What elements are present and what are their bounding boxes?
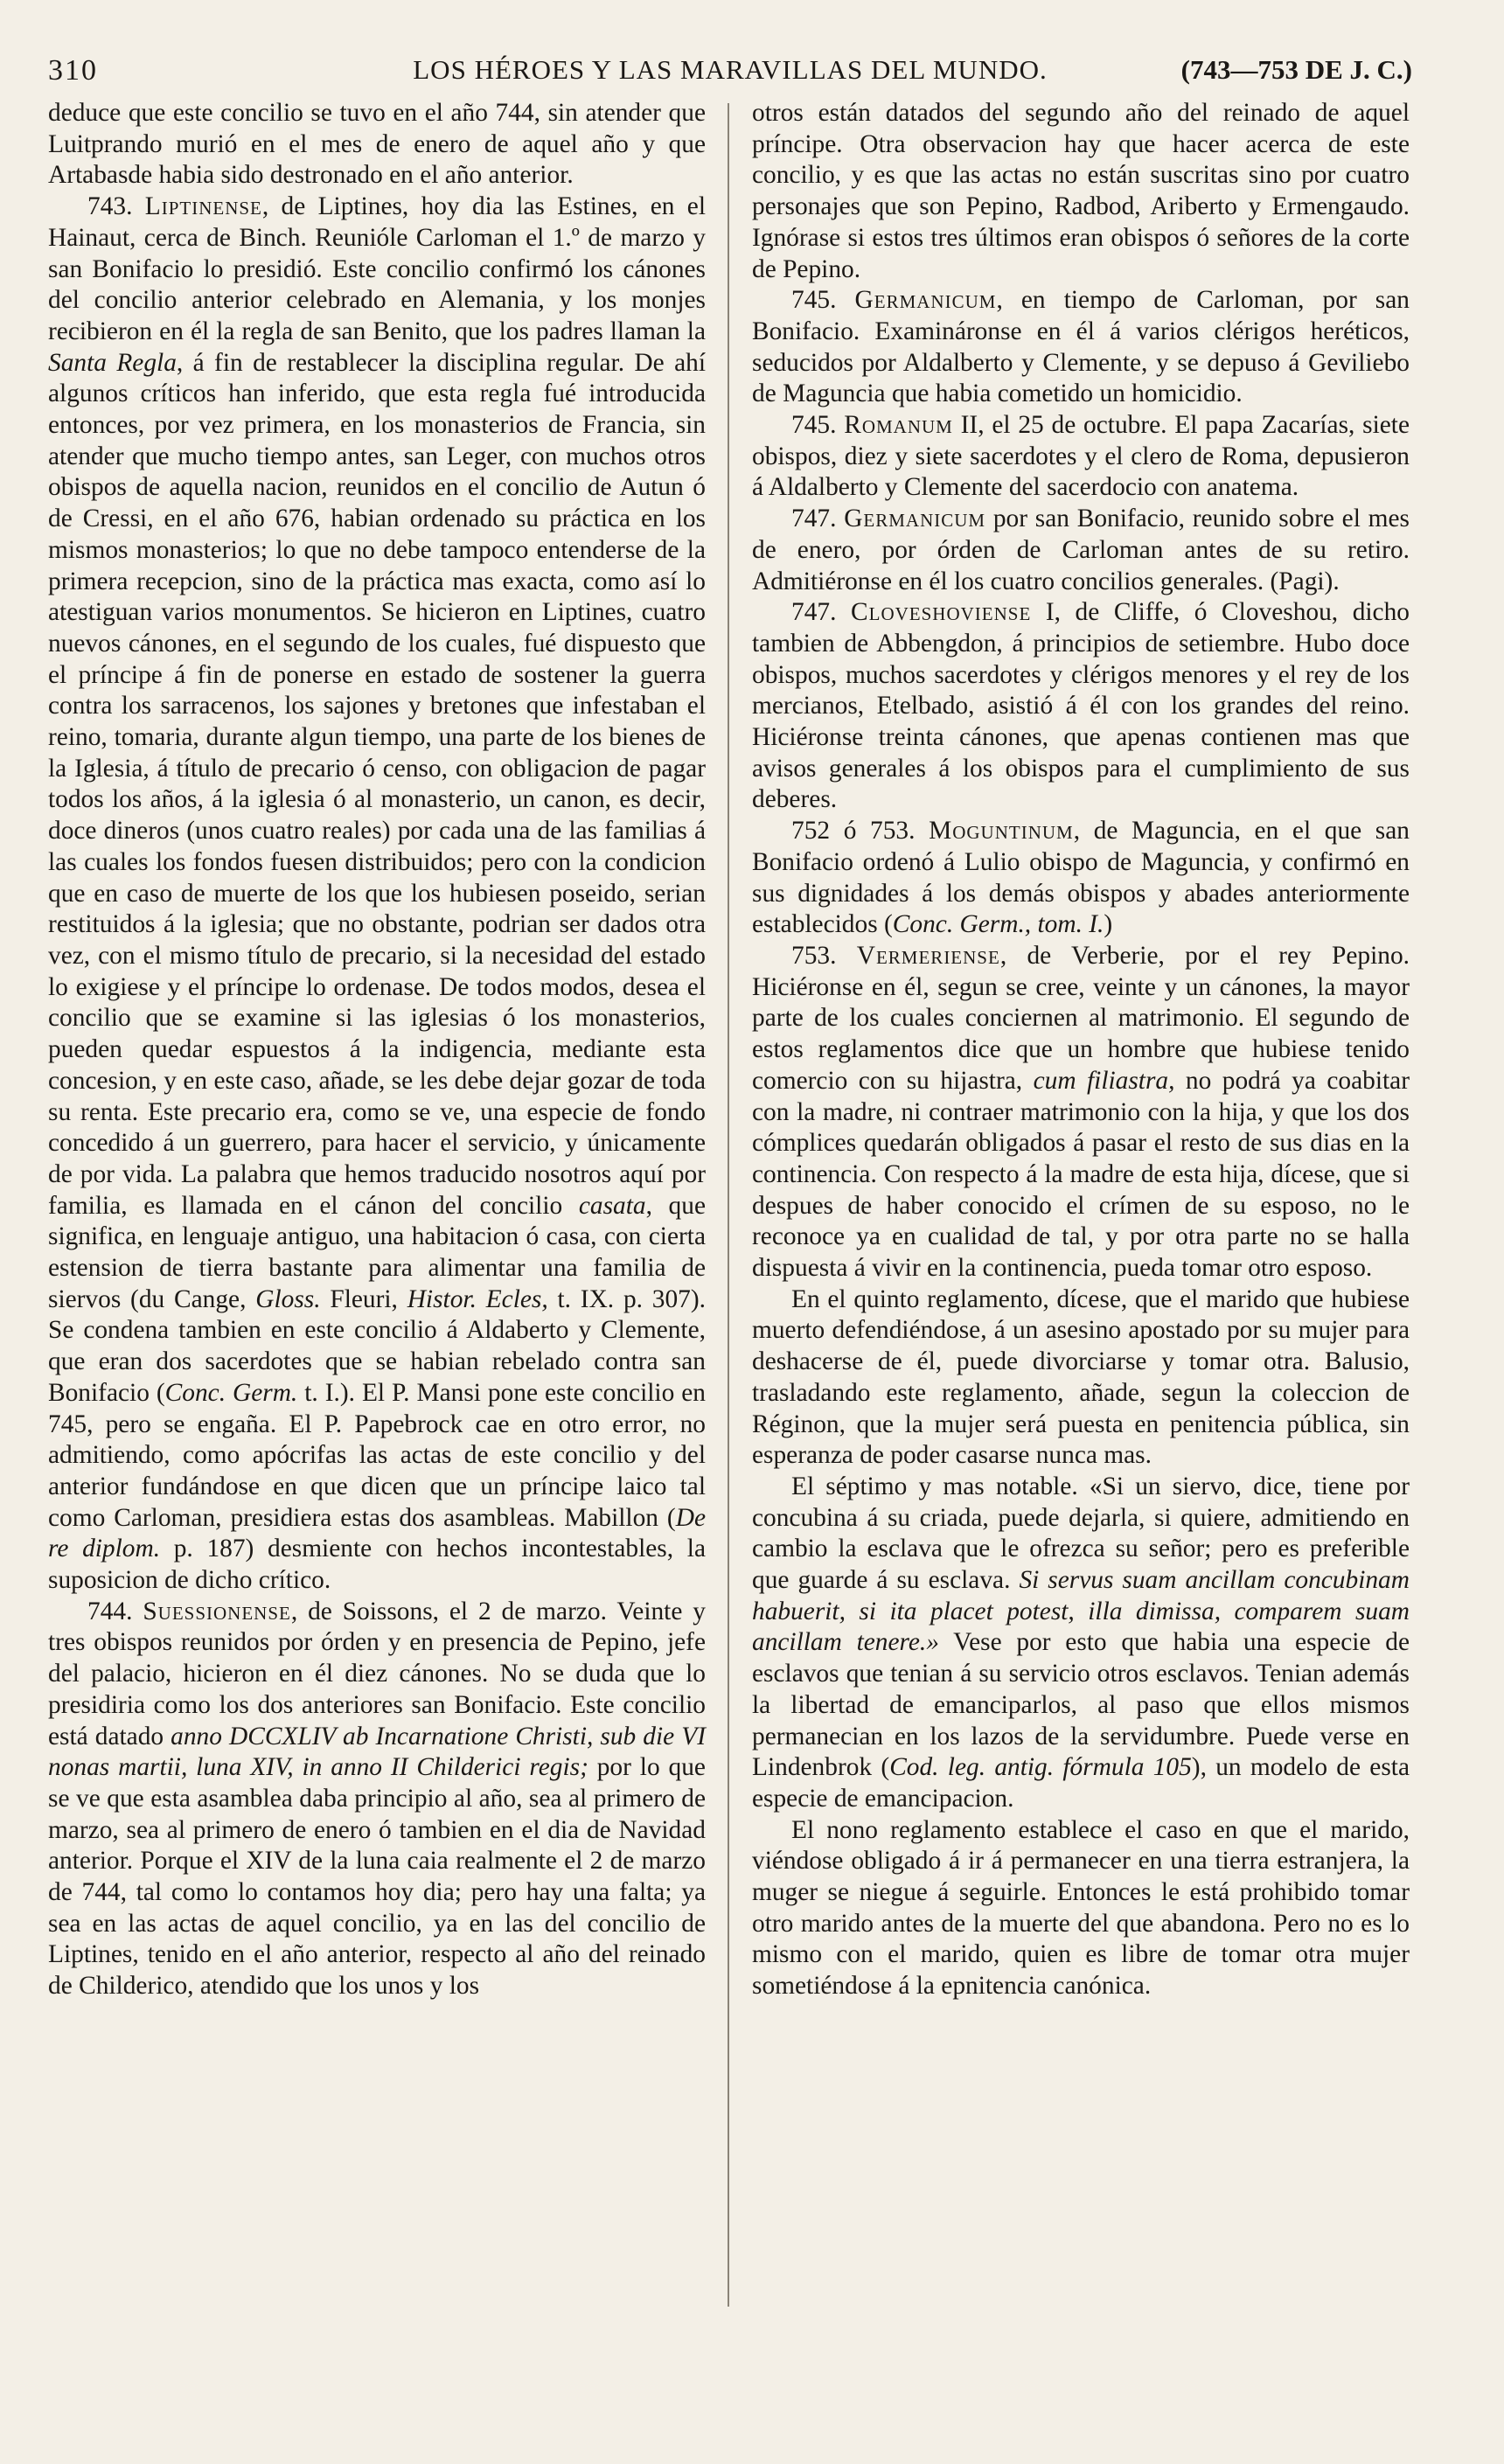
paragraph-745-germanicum: 745. Germanicum, en tiempo de Carloman, por san Bonifacio. Examináronse en él á varios clérigos heréticos, seducidos por Aldalberto y Clemente, y se depuso á Geviliebo de Maguncia que habia cometido un homicidio. — [752, 286, 1410, 408]
entry-number: 747. — [791, 505, 837, 533]
entry-number: 744. — [87, 1597, 133, 1625]
paragraph-septimo-reglamento: El séptimo y mas notable. «Si un siervo, dice, tiene por concubina á su criada, puede dejarla, si quiere, admitiendo en cambio la esclava que le ofrezca su señor; pero es preferible que guarde á su esclava. Si servus suam ancillam concubinam habuerit, si ita placet potest, illa dimissa, comparem suam ancillam tenere.» Vese por esto que habia una especie de esclavos que tenian á su servicio otros esclavos. Tenian además la libertad de emanciparlos, al paso que ellos mismos permanecian en los lazos de la servidumbre. Puede verse en Lindenbrok (Cod. leg. antig. fórmula 105), un modelo de esta especie de emancipacion. — [752, 1472, 1410, 1813]
paragraph-nono-reglamento: El nono reglamento establece el caso en que el marido, viéndose obligado á ir á permanecer en una tierra estranjera, la muger se niegue á seguirle. Entonces le está prohibido tomar otro marido antes de la muerte del que abandona. Pero no es lo mismo con el marido, quien es libre de tomar otra mujer sometiéndose á la epnitencia canónica. — [752, 1815, 1410, 2001]
paragraph-747-germanicum: 747. Germanicum por san Bonifacio, reunido sobre el mes de enero, por órden de Carloman antes de su retiro. Admitiéronse en él los cuatro concilios generales. (Pagi). — [752, 505, 1410, 595]
paragraph-743: 743. Liptinense, de Liptines, hoy dia las Estines, en el Hainaut, cerca de Binch. Reunióle Carloman el 1.º de marzo y san Bonifacio lo presidió. Este concilio confirmó los cánones del concilio anterior celebrado en Alemania, y los monjes recibieron en él la regla de san Benito, que los padres llaman la Santa Regla, á fin de restablecer la disciplina regular. De ahí algunos críticos han inferido, que esta regla fué introducida entonces, por vez primera, en los monasterios de Francia, sin atender que mucho tiempo antes, san Leger, con muchos otros obispos de aquella nacion, reunidos en el concilio de Autun ó de Cressi, en el año 676, habian ordenado su práctica en los mismos monasterios; lo que no debe tampoco entenderse de la primera recepcion, sino de la práctica mas exacta, como así lo atestiguan varios monumentos. Se hicieron en Liptines, cuatro nuevos cánones, en el segundo de los cuales, fué dispuesto que el príncipe á fin de ponerse en estado de sostener la guerra contra los sarracenos, los sajones y bretones que infestaban el reino, tomaria, durante algun tiempo, una parte de los bienes de la Iglesia, á título de precario ó censo, con obligacion de pagar todos los años, á la iglesia ó al monasterio, un canon, es decir, doce dineros (unos cuatro reales) por cada una de las familias á las cuales los fondos fuesen distribuidos; pero con la condicion que en caso de muerte de los que los hubiesen poseido, serian restituidos á la iglesia; que no obstante, podrian ser dados otra vez, con el mismo título de precario, si la necesidad del estado lo exigiese y el príncipe lo ordenase. De todos modos, desea el concilio que se examine si las iglesias ó los monasterios, pueden quedar espuestos á la indigencia, mediante esta concesion, y en este caso, añade, se les debe dejar gozar de toda su renta. Este precario era, como se ve, una especie de fondo concedido á un guerrero, para hacer el servicio, y únicamente de por vida. La palabra que hemos traducido nosotros aquí por familia, es llamada en el cánon del concilio casata, que significa, en lenguaje antiguo, una habitacion ó casa, con cierta estension de tierra bastante para alimentar una familia de siervos (du Cange, Gloss. Fleuri, Histor. Ecles, t. IX. p. 307). Se condena tambien en este concilio á Aldaberto y Clemente, que eran dos sacerdotes que se habian rebelado contra san Bonifacio (Conc. Germ. t. I.). El P. Mansi pone este concilio en 745, pero se engaña. El P. Papebrock cae en otro error, no admitiendo, como apócrifas las actas de este concilio y del anterior fundándose en que dicen que un príncipe laico tal como Carloman, presidiera estas dos asambleas. Mabillon (De re diplom. p. 187) desmiente con hechos incontestables, la suposicion de dicho crítico. — [48, 192, 706, 1595]
council-name: Germanicum — [844, 505, 986, 533]
entry-number: 745. — [791, 411, 837, 440]
entry-number: 745. — [791, 286, 837, 315]
paragraph: otros están datados del segundo año del reinado de aquel príncipe. Otra observacion hay que hacer acerca de este concilio, y es que las actas no están suscritas sino por cuatro personajes que son Pepino, Radbod, Ariberto y Ermengaudo. Ignórase si estos tres últimos eran obispos ó señores de la corte de Pepino. — [752, 99, 1410, 283]
paragraph-745-romanum: 745. Romanum II, el 25 de octubre. El papa Zacarías, siete obispos, diez y siete sacerdotes y el clero de Roma, depusieron á Aldalberto y Clemente del sacerdocio con anatema. — [752, 411, 1410, 502]
column-divider — [728, 103, 729, 2307]
paragraph-744: 744. Suessionense, de Soissons, el 2 de marzo. Veinte y tres obispos reunidos por órden y en presencia de Pepino, jefe del palacio, hicieron en él diez cánones. No se duda que lo presidiria como los dos anteriores san Bonifacio. Este concilio está datado anno DCCXLIV ab Incarnatione Christi, sub die VI nonas martii, luna XIV, in anno II Childerici regis; por lo que se ve que esta asamblea daba principio al año, sea al primero de marzo, sea al primero de enero ó tambien en el dia de Navidad anterior. Porque el XIV de la luna caia realmente el 2 de marzo de 744, tal como lo contamos hoy dia; pero hay una falta; ya sea en las actas de aquel concilio, ya en las del concilio de Liptines, tenido en el año anterior, respecto al año del reinado de Childerico, atendido que los unos y los — [48, 1597, 706, 2001]
council-name: Vermeriense — [856, 941, 1000, 970]
date-range: (743—753 DE J. C.) — [1180, 54, 1412, 85]
entry-number: 743. — [87, 192, 133, 221]
entry-number: 753. — [791, 941, 837, 970]
right-column — [752, 98, 1410, 2002]
council-name: Romanum — [844, 411, 953, 440]
council-name: Germanicum — [854, 286, 997, 315]
page-header — [48, 54, 1412, 98]
paragraph: deduce que este concilio se tuvo en el año 744, sin atender que Luitprando murió en el mes de enero de aquel año y que Artabasde habia sido destronado en el año anterior. — [48, 99, 706, 190]
paragraph-quinto-reglamento: En el quinto reglamento, dícese, que el marido que hubiese muerto defendiéndose, á un asesino apostado por su mujer para deshacerse de él, puede divorciarse y tomar otra. Balusio, trasladando este reglamento, añade, segun la coleccion de Réginon, que la mujer será puesta en penitencia pública, sin esperanza de poder casarse nunca mas. — [752, 1284, 1410, 1470]
page-number: 310 — [48, 54, 98, 87]
entry-number: 747. — [791, 598, 837, 627]
council-name: Cloveshoviense — [851, 598, 1032, 627]
paragraph-753-vermeriense: 753. Vermeriense, de Verberie, por el rey Pepino. Hiciéronse en él, segun se cree, veinte y un cánones, la mayor parte de los cuales conciernen al matrimonio. El segundo de estos reglamentos dice que un hombre que hubiese tenido comercio con su hijastra, cum filiastra, no podrá ya coabitar con la madre, ni contraer matrimonio con la hija, y que los dos cómplices quedarán obligados á pasar el resto de sus dias en la continencia. Con respecto á la madre de esta hija, dícese, que si despues de haber conocido el crímen de su esposo, no le reconoce ya en cualidad de tal, y por otra parte no se halla dispuesta á vivir en la continencia, pueda tomar otro esposo. — [752, 941, 1410, 1283]
council-name: Suessionense — [143, 1597, 291, 1625]
paragraph-752-moguntinum: 752 ó 753. Moguntinum, de Maguncia, en el que san Bonifacio ordenó á Lulio obispo de Maguncia, y confirmó en sus dignidades á los demás obispos y abades anteriormente establecidos (Conc. Germ., tom. I.) — [752, 817, 1410, 939]
entry-number: 752 ó 753. — [791, 817, 916, 846]
running-title: LOS HÉROES Y LAS MARAVILLAS DEL MUNDO. — [413, 54, 1048, 85]
council-name: Moguntinum — [929, 817, 1074, 846]
council-name: Liptinense — [144, 192, 262, 221]
left-column — [48, 98, 706, 2002]
paragraph-747-cloveshoviense: 747. Cloveshoviense I, de Cliffe, ó Cloveshou, dicho tambien de Abbengdon, á principios de setiembre. Hubo doce obispos, muchos sacerdotes y clérigos menores y el rey de los mercianos, Etelbado, asistió á él con los grandes del reino. Hiciéronse treinta cánones, que apenas contienen mas que avisos generales á los obispos para el cumplimiento de sus deberes. — [752, 598, 1410, 814]
